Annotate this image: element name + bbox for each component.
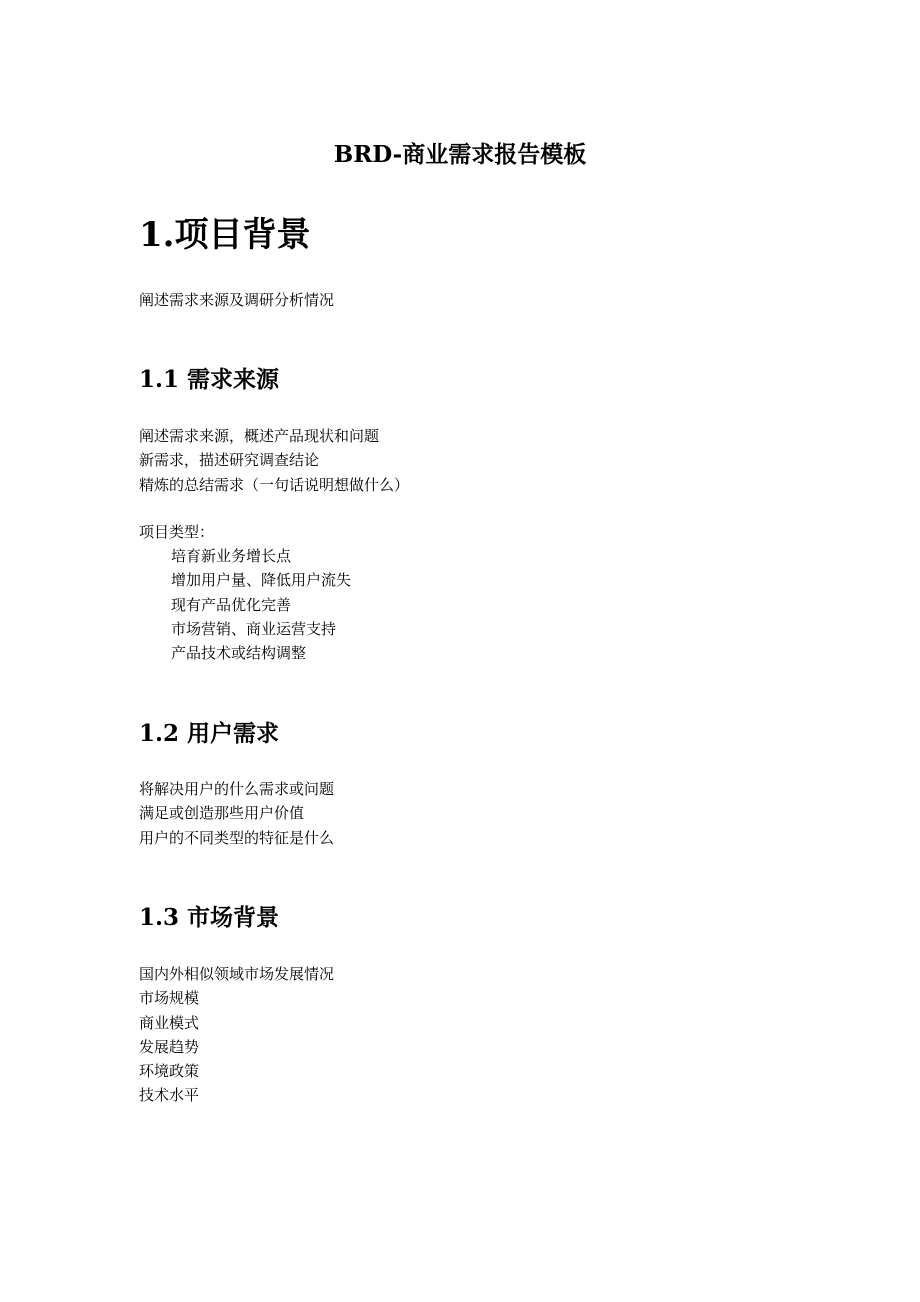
project-types-label: 项目类型：: [139, 523, 215, 541]
section-1-1-lines: [139, 424, 409, 497]
list-item: 阐述需求来源，概述产品现状和问题: [139, 427, 380, 445]
list-item: 增加用户量、降低用户流失: [171, 571, 352, 590]
section-1-3-heading: 1.3 市场背景: [139, 904, 280, 931]
list-item: 发展趋势: [139, 1037, 200, 1056]
section-1-2-heading: 1.2 用户需求: [139, 720, 280, 747]
document-title: BRD-商业需求报告模板: [333, 141, 587, 168]
section-1-heading: 1.项目背景: [139, 215, 311, 255]
list-item: 新需求，描述研究调查结论: [139, 451, 320, 470]
section-1-intro: 阐述需求来源及调研分析情况: [139, 291, 335, 309]
list-item: 产品技术或结构调整: [171, 644, 307, 663]
list-item: 国内外相似领域市场发展情况: [139, 965, 335, 983]
list-item: 商业模式: [139, 1013, 200, 1032]
section-1-2-lines: [139, 777, 334, 850]
project-types-list: [171, 544, 351, 665]
list-item: 满足或创造那些用户价值: [139, 804, 305, 823]
list-item: 培育新业务增长点: [171, 547, 292, 565]
list-item: 精炼的总结需求（一句话说明想做什么）: [139, 475, 410, 494]
list-item: 环境政策: [139, 1062, 200, 1081]
list-item: 市场营销、商业运营支持: [171, 619, 337, 638]
list-item: 将解决用户的什么需求或问题: [139, 780, 335, 798]
section-1-1-heading: 1.1 需求来源: [139, 366, 280, 393]
list-item: 现有产品优化完善: [171, 595, 292, 614]
list-item: 市场规模: [139, 989, 200, 1008]
list-item: 技术水平: [139, 1086, 200, 1105]
section-1-3-lines: [139, 962, 334, 1108]
list-item: 用户的不同类型的特征是什么: [139, 828, 335, 847]
